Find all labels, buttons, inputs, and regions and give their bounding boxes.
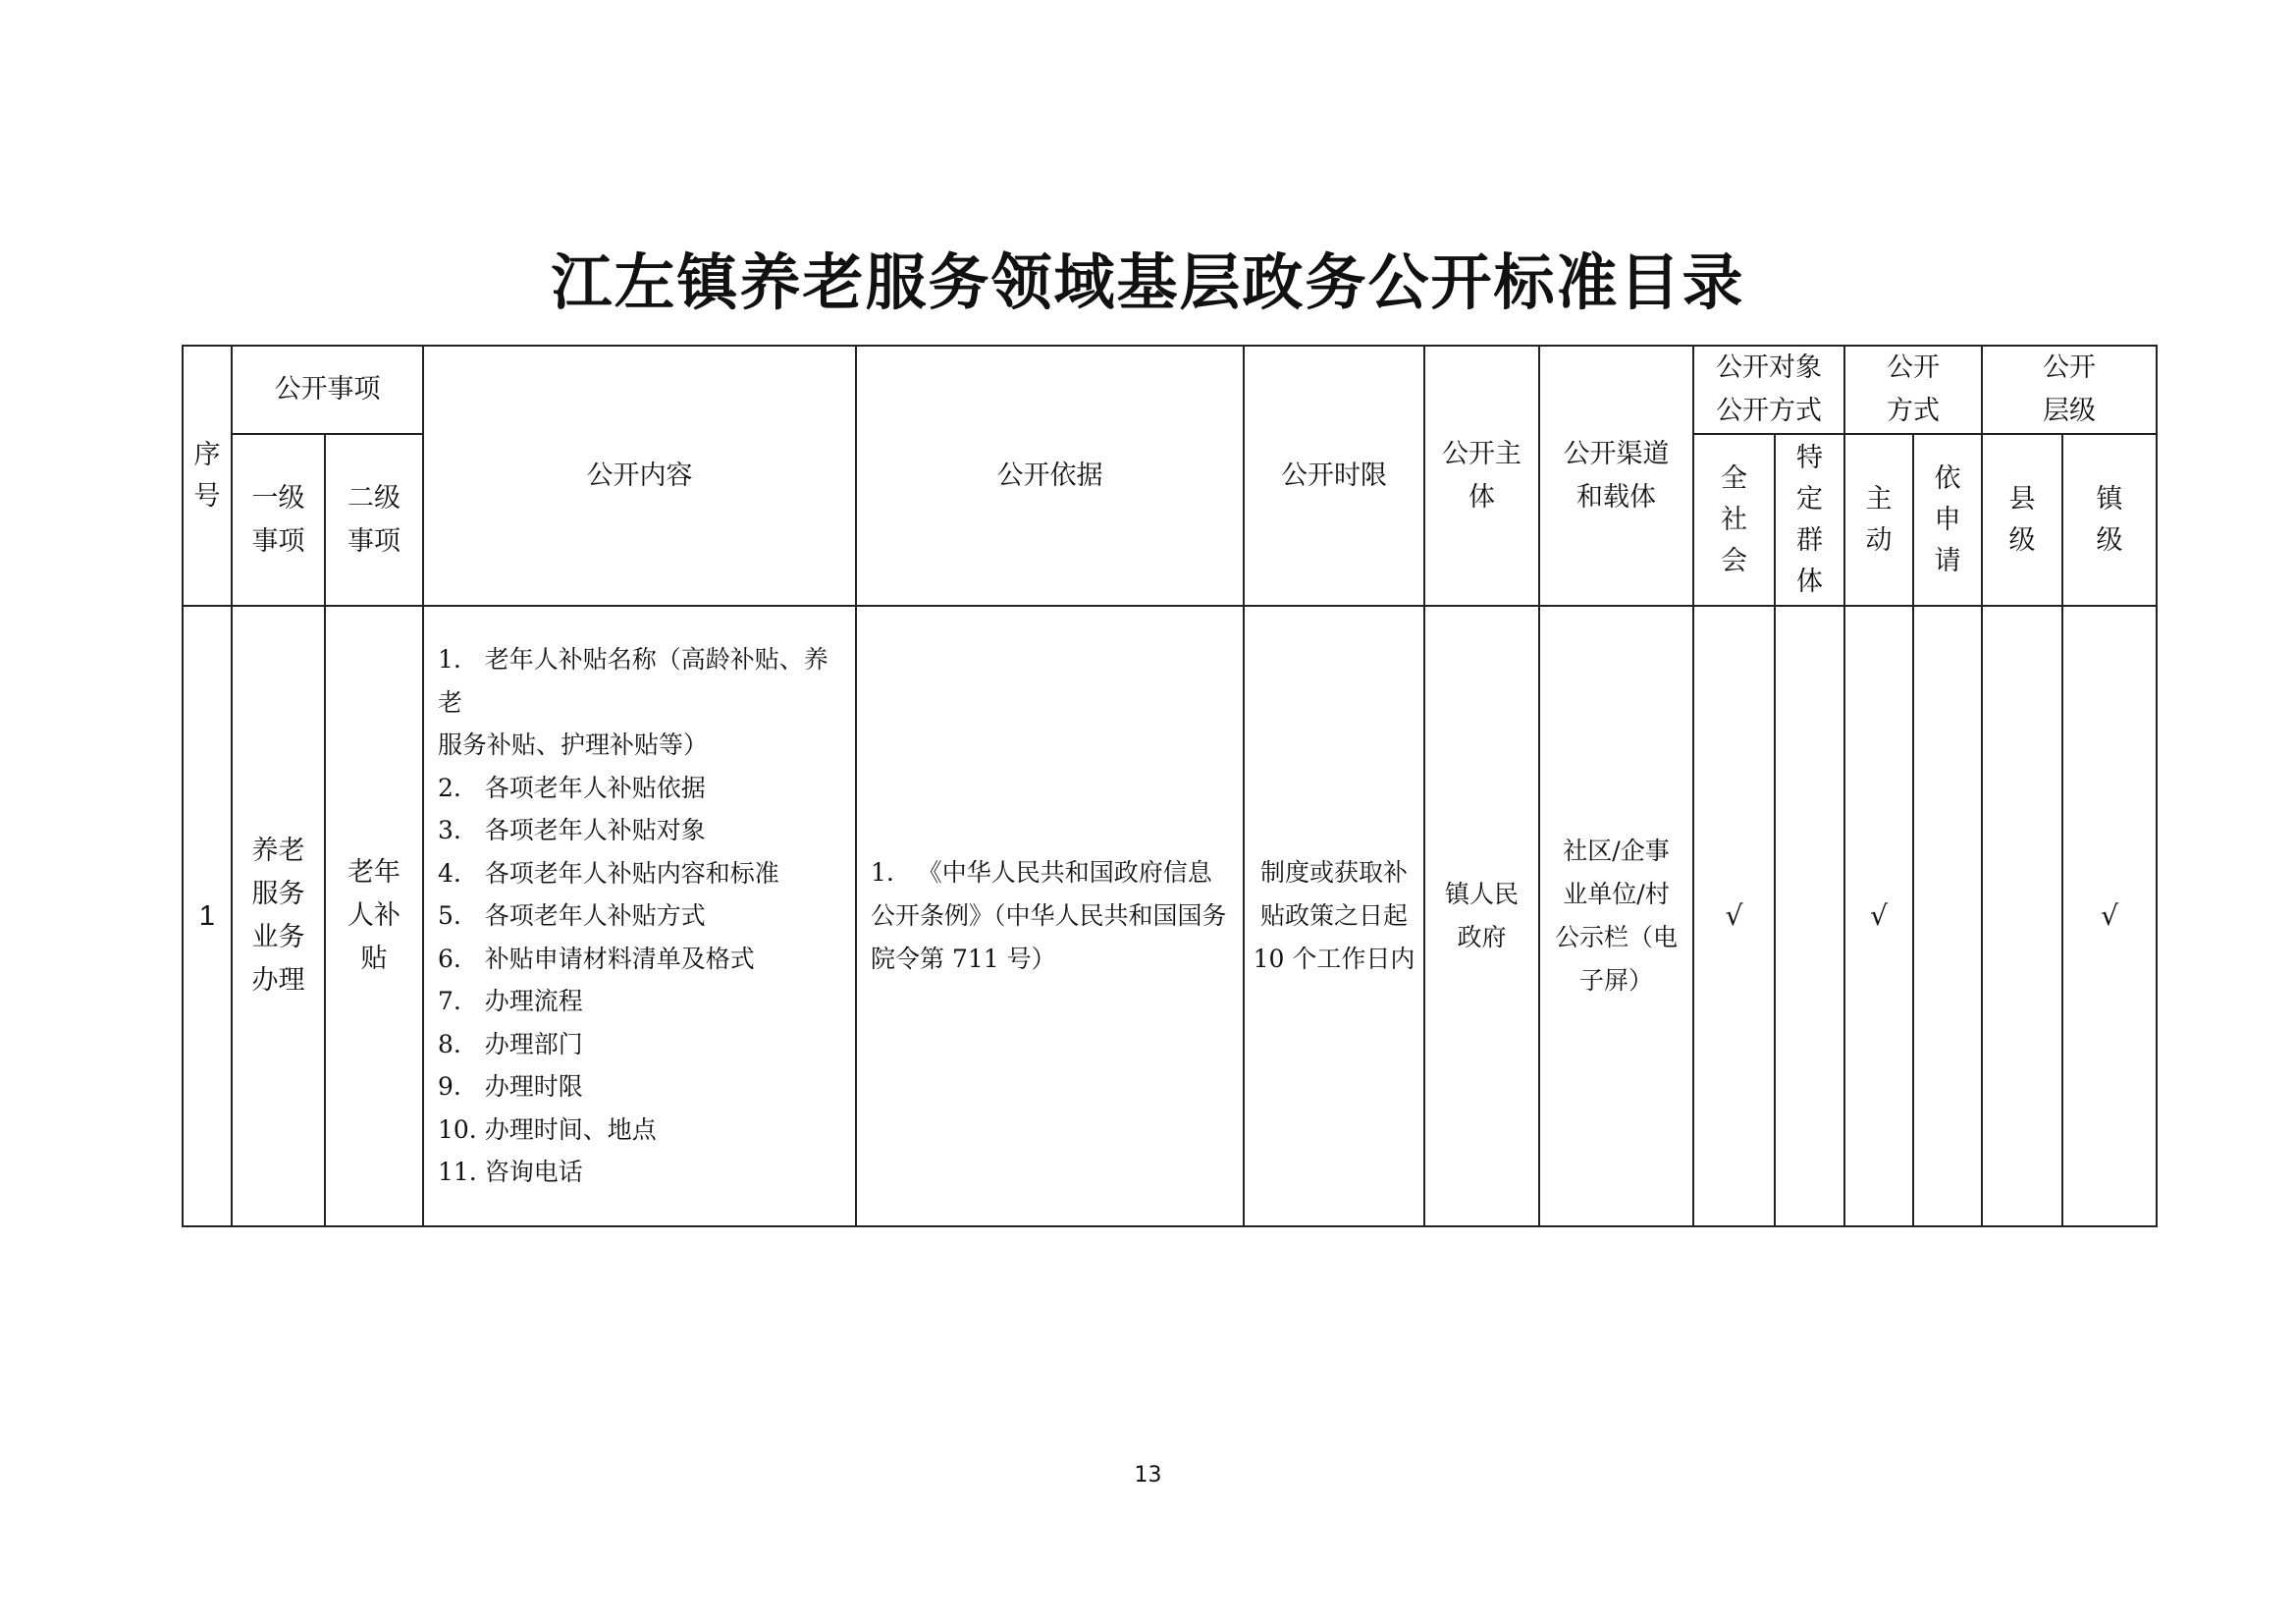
header-channel: 公开渠道 和载体 [1539,346,1693,606]
header-row-1 [183,346,2157,434]
row-seq: 1 [183,606,232,1226]
header-method-apply: 依 申 请 [1913,434,1982,606]
header-target: 公开对象 公开方式 [1693,346,1844,434]
content-line: 5. 各项老年人补贴方式 [438,901,706,931]
row-level-town-check: √ [2062,606,2157,1226]
header-method: 公开 方式 [1844,346,1982,434]
content-line: 7. 办理流程 [438,987,583,1016]
header-level: 公开 层级 [1982,346,2157,434]
table-row [183,606,2157,1226]
page-number: 13 [1134,1463,1162,1488]
row-target-all-check: √ [1693,606,1775,1226]
header-target-all: 全 社 会 [1693,434,1775,606]
header-level-county: 县 级 [1982,434,2062,606]
header-matter: 公开事项 [232,346,423,434]
row-target-specific-check [1775,606,1844,1226]
header-level2: 二级 事项 [325,434,423,606]
row-channel: 社区/企事 业单位/村 公示栏（电 子屏） [1539,606,1693,1226]
content-line: 9. 办理时限 [438,1072,583,1102]
content-line: 11. 咨询电话 [438,1158,583,1187]
row-method-active-check: √ [1844,606,1913,1226]
content-line: 1. 老年人补贴名称（高龄补贴、养老 [438,645,828,717]
header-basis: 公开依据 [856,346,1244,606]
row-basis: 1. 《中华人民共和国政府信息 公开条例》（中华人民共和国国务 院令第 711 号） [856,606,1244,1226]
header-seq: 序 号 [183,346,232,606]
header-content: 公开内容 [423,346,856,606]
content-line: 服务补贴、护理补贴等） [438,731,709,760]
page-title: 江左镇养老服务领域基层政务公开标准目录 [551,246,1745,318]
content-line: 6. 补贴申请材料清单及格式 [438,944,755,973]
row-level2: 老年 人补 贴 [325,606,423,1226]
content-line: 8. 办理部门 [438,1029,583,1058]
row-time-limit: 制度或获取补 贴政策之日起 10 个工作日内 [1244,606,1424,1226]
header-level1: 一级 事项 [232,434,325,606]
row-content [423,606,856,1226]
header-target-specific: 特 定 群 体 [1775,434,1844,606]
content-line: 3. 各项老年人补贴对象 [438,816,706,845]
header-level-town: 镇 级 [2062,434,2157,606]
row-subject: 镇人民 政府 [1424,606,1539,1226]
content-line: 2. 各项老年人补贴依据 [438,773,706,802]
content-line: 4. 各项老年人补贴内容和标准 [438,858,779,888]
disclosure-table [182,345,2158,1227]
row-level-county-check [1982,606,2062,1226]
header-time-limit: 公开时限 [1244,346,1424,606]
content-line: 10. 办理时间、地点 [438,1114,657,1144]
header-method-active: 主 动 [1844,434,1913,606]
header-subject: 公开主 体 [1424,346,1539,606]
row-level1: 养老 服务 业务 办理 [232,606,325,1226]
row-method-apply-check [1913,606,1982,1226]
